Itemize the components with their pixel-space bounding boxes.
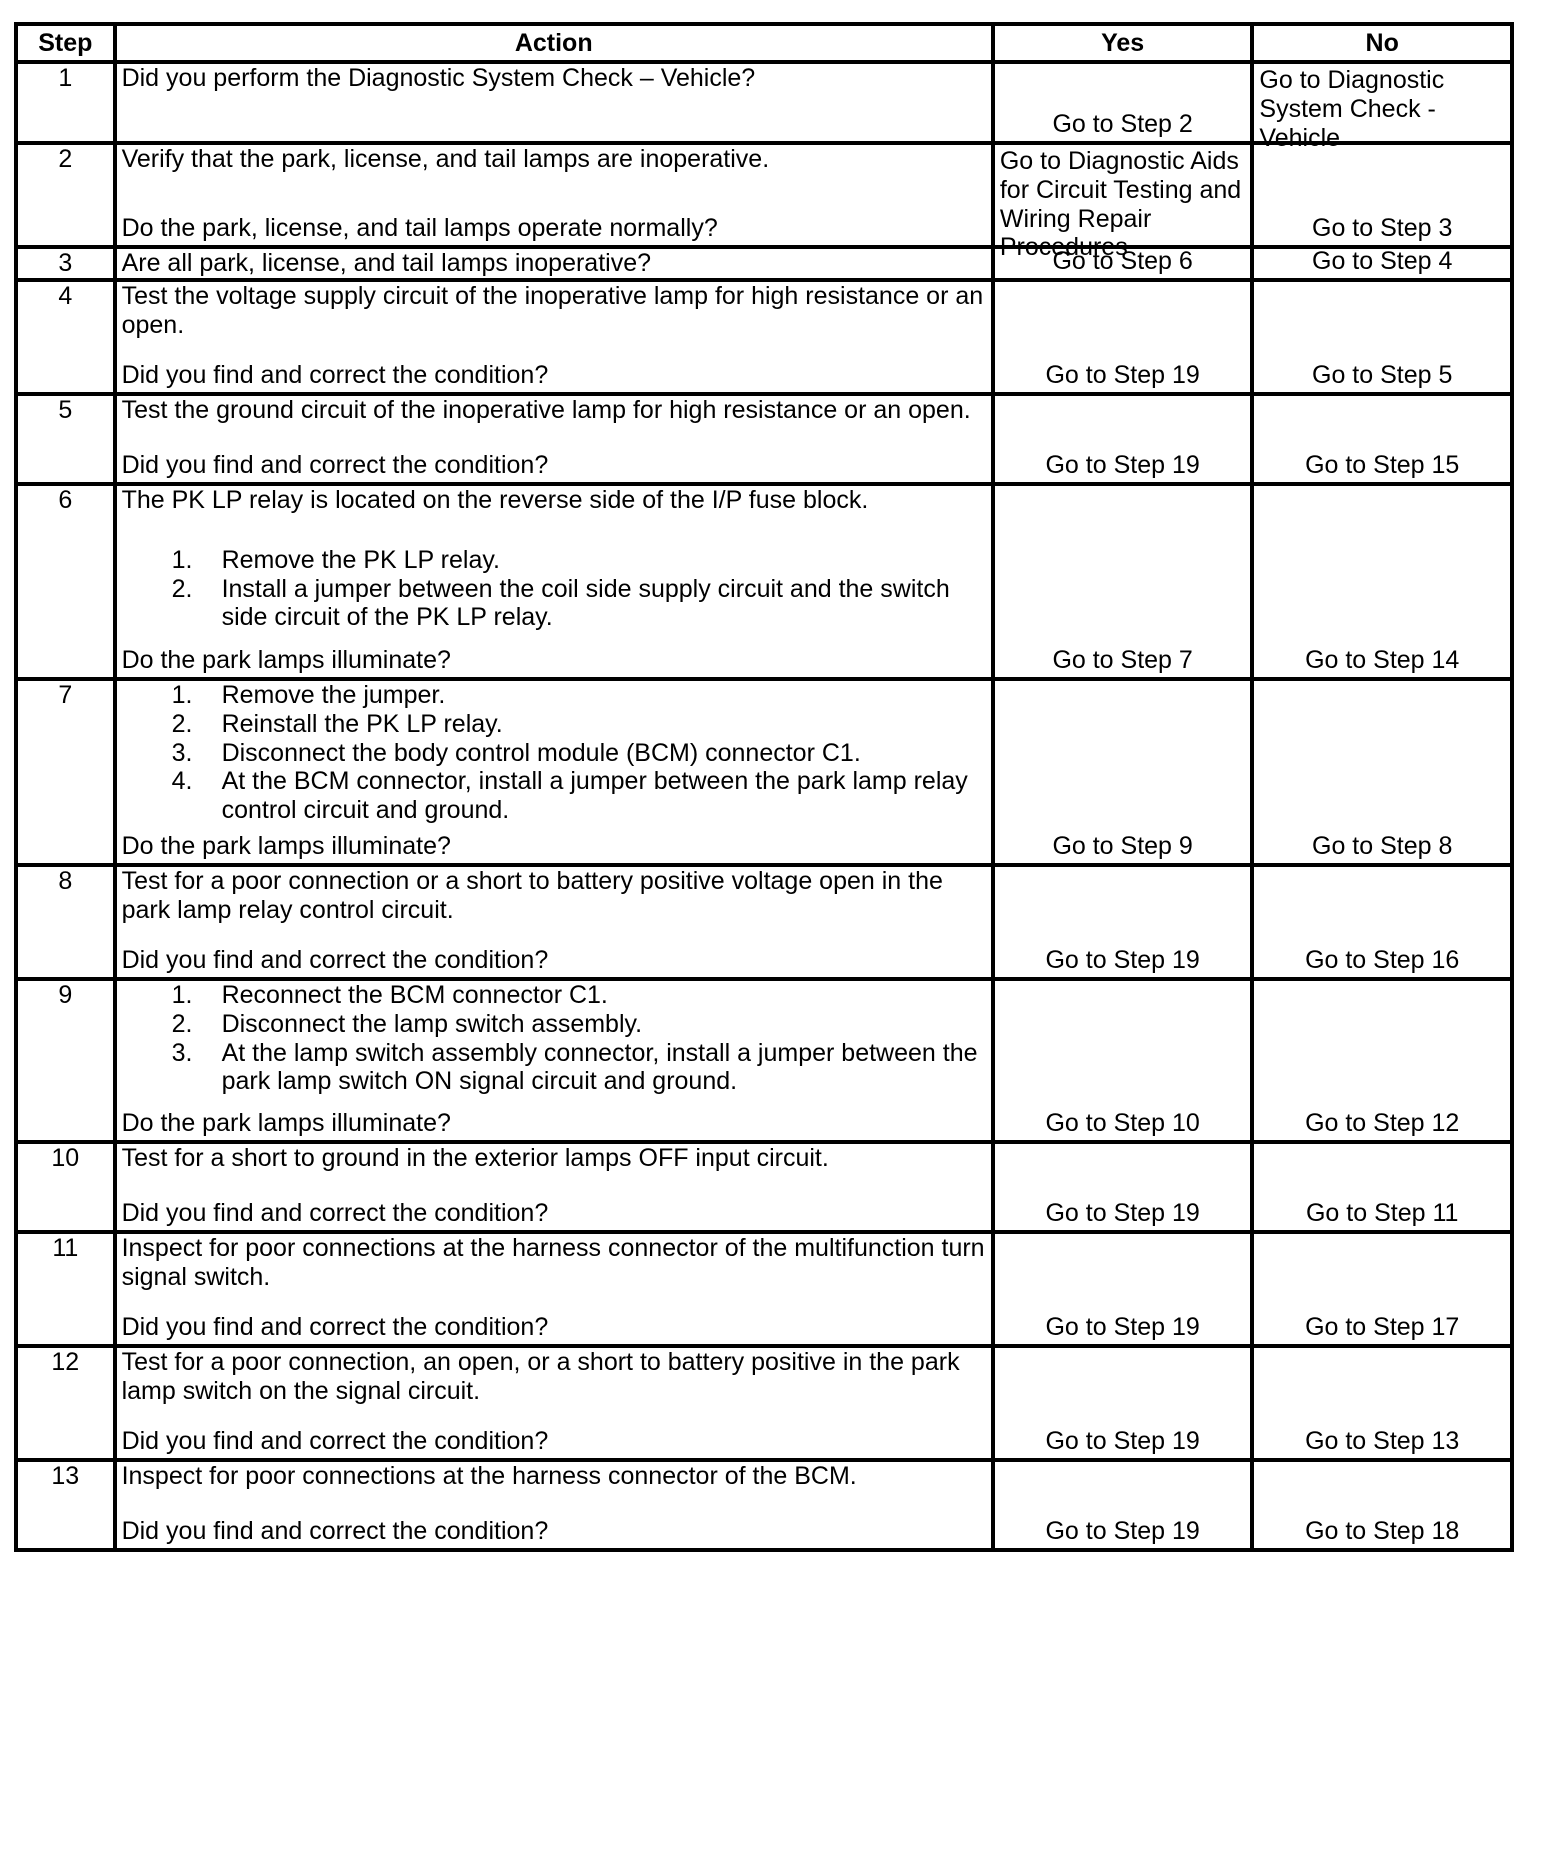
action-text: Inspect for poor connections at the harness connector of the BCM. xyxy=(121,1462,857,1490)
yes-cell xyxy=(993,1232,1253,1346)
no-cell xyxy=(1252,484,1512,679)
table-row xyxy=(16,865,1512,979)
action-question: Do the park lamps illuminate? xyxy=(121,1109,451,1138)
action-question: Did you find and correct the condition? xyxy=(121,361,549,390)
list-item xyxy=(122,981,986,1010)
table-row xyxy=(16,394,1512,484)
list-item-number: 1. xyxy=(171,545,193,574)
list-item-text: At the BCM connector, install a jumper between the park lamp relay control circuit and ground. xyxy=(221,767,968,824)
no-result: Go to Step 15 xyxy=(1305,451,1460,480)
action-text: The PK LP relay is located on the reverse side of the I/P fuse block. xyxy=(121,486,869,514)
action-cell xyxy=(115,484,993,679)
list-item-number: 1. xyxy=(171,681,193,709)
list-item-text: Remove the PK LP relay. xyxy=(221,545,500,574)
action-cell xyxy=(115,1346,993,1460)
yes-cell xyxy=(993,865,1253,979)
yes-result: Go to Step 19 xyxy=(1045,1313,1200,1342)
yes-cell xyxy=(993,484,1253,679)
action-question: Do the park lamps illuminate? xyxy=(121,832,451,861)
step-number: 1 xyxy=(16,62,115,143)
no-cell xyxy=(1252,1142,1512,1232)
action-question: Did you find and correct the condition? xyxy=(121,1427,549,1456)
list-item-text: Reconnect the BCM connector C1. xyxy=(221,981,608,1009)
yes-cell xyxy=(993,1142,1253,1232)
yes-cell xyxy=(993,679,1253,865)
action-question: Did you find and correct the condition? xyxy=(121,1199,549,1228)
table-row xyxy=(16,1142,1512,1232)
table-row xyxy=(16,62,1512,143)
list-item-number: 3. xyxy=(171,738,193,767)
header-yes: Yes xyxy=(993,24,1253,62)
action-text: Are all park, license, and tail lamps inoperative? xyxy=(121,249,652,277)
list-item-number: 1. xyxy=(171,981,193,1009)
list-item-text: Install a jumper between the coil side supply circuit and the switch side circuit of the PK LP relay. xyxy=(221,574,950,632)
list-item-number: 2. xyxy=(171,709,193,738)
no-cell xyxy=(1252,1232,1512,1346)
action-cell xyxy=(115,143,993,247)
step-number: 9 xyxy=(16,979,115,1142)
no-result: Go to Diagnostic System Check - Vehicle xyxy=(1259,66,1445,152)
action-text: Verify that the park, license, and tail lamps are inoperative. xyxy=(121,145,770,173)
step-number: 11 xyxy=(16,1232,115,1346)
step-number: 10 xyxy=(16,1142,115,1232)
list-item-text: At the lamp switch assembly connector, install a jumper between the park lamp switch ON signal circuit and ground. xyxy=(221,1038,978,1096)
yes-result: Go to Step 19 xyxy=(1045,1427,1200,1456)
yes-result: Go to Diagnostic Aids for Circuit Testing and Wiring Repair Procedures xyxy=(999,147,1242,262)
action-question: Did you find and correct the condition? xyxy=(121,1517,549,1546)
action-cell xyxy=(115,1232,993,1346)
action-cell xyxy=(115,280,993,394)
no-cell xyxy=(1252,1346,1512,1460)
table-row xyxy=(16,679,1512,865)
yes-cell xyxy=(993,280,1253,394)
no-cell xyxy=(1252,865,1512,979)
table-row xyxy=(16,1346,1512,1460)
action-cell xyxy=(115,394,993,484)
action-text: Test the voltage supply circuit of the inoperative lamp for high resistance or an open. xyxy=(121,282,984,339)
action-text: Test for a short to ground in the exterior lamps OFF input circuit. xyxy=(121,1144,829,1172)
no-cell xyxy=(1252,280,1512,394)
no-result: Go to Step 13 xyxy=(1305,1427,1460,1456)
step-number: 3 xyxy=(16,247,115,280)
table-row xyxy=(16,1232,1512,1346)
no-cell xyxy=(1252,979,1512,1142)
action-cell xyxy=(115,62,993,143)
yes-cell xyxy=(993,394,1253,484)
action-text: Inspect for poor connections at the harness connector of the multifunction turn signal switch. xyxy=(121,1234,985,1291)
action-cell xyxy=(115,247,993,280)
table-row xyxy=(16,484,1512,679)
list-item xyxy=(122,546,986,575)
action-text: Test for a poor connection, an open, or a short to battery positive in the park lamp switch on the signal circuit. xyxy=(121,1348,960,1405)
list-item-number: 2. xyxy=(171,574,193,603)
action-cell xyxy=(115,979,993,1142)
yes-result: Go to Step 9 xyxy=(1052,832,1193,861)
header-row xyxy=(16,24,1512,62)
list-item-text: Remove the jumper. xyxy=(221,681,446,709)
yes-cell xyxy=(993,1346,1253,1460)
yes-result: Go to Step 2 xyxy=(1052,110,1193,139)
yes-result: Go to Step 10 xyxy=(1045,1109,1200,1138)
list-item xyxy=(122,710,986,739)
list-item xyxy=(122,767,986,825)
step-number: 12 xyxy=(16,1346,115,1460)
step-number: 8 xyxy=(16,865,115,979)
step-number: 6 xyxy=(16,484,115,679)
no-result: Go to Step 18 xyxy=(1305,1517,1460,1546)
list-item-text: Reinstall the PK LP relay. xyxy=(221,709,503,738)
no-result: Go to Step 16 xyxy=(1305,946,1460,975)
action-steps-list xyxy=(122,546,986,632)
no-cell xyxy=(1252,143,1512,247)
action-text: Test the ground circuit of the inoperative lamp for high resistance or an open. xyxy=(121,396,971,424)
no-cell xyxy=(1252,679,1512,865)
no-result: Go to Step 12 xyxy=(1305,1109,1460,1138)
table-row xyxy=(16,247,1512,280)
action-cell xyxy=(115,679,993,865)
action-question: Did you find and correct the condition? xyxy=(121,1313,549,1342)
list-item-text: Disconnect the lamp switch assembly. xyxy=(221,1009,643,1038)
yes-cell xyxy=(993,1460,1253,1550)
step-number: 13 xyxy=(16,1460,115,1550)
list-item-number: 2. xyxy=(171,1009,193,1038)
table-row xyxy=(16,280,1512,394)
no-result: Go to Step 14 xyxy=(1305,646,1460,675)
action-cell xyxy=(115,865,993,979)
no-cell xyxy=(1252,1460,1512,1550)
list-item xyxy=(122,681,986,710)
table-row xyxy=(16,1460,1512,1550)
yes-cell xyxy=(993,62,1253,143)
diagnostic-table xyxy=(14,22,1514,1552)
yes-cell xyxy=(993,247,1253,280)
step-number: 5 xyxy=(16,394,115,484)
step-number: 2 xyxy=(16,143,115,247)
action-cell xyxy=(115,1460,993,1550)
table-row xyxy=(16,143,1512,247)
action-question: Did you find and correct the condition? xyxy=(121,451,549,480)
header-action: Action xyxy=(115,24,993,62)
action-question: Did you find and correct the condition? xyxy=(121,946,549,975)
no-result: Go to Step 8 xyxy=(1312,832,1453,861)
yes-result: Go to Step 7 xyxy=(1052,646,1193,675)
yes-result: Go to Step 19 xyxy=(1045,1517,1200,1546)
list-item xyxy=(122,1039,986,1097)
no-result: Go to Step 11 xyxy=(1305,1199,1459,1228)
no-result: Go to Step 4 xyxy=(1312,247,1453,276)
no-cell xyxy=(1252,62,1512,152)
list-item-number: 4. xyxy=(171,767,193,796)
no-result: Go to Step 3 xyxy=(1312,214,1453,243)
action-question: Do the park, license, and tail lamps operate normally? xyxy=(121,214,718,243)
header-no: No xyxy=(1252,24,1512,62)
list-item-text: Disconnect the body control module (BCM) connector C1. xyxy=(221,738,861,767)
action-steps-list xyxy=(122,681,986,825)
action-text: Did you perform the Diagnostic System Check – Vehicle? xyxy=(121,64,756,92)
list-item-number: 3. xyxy=(171,1038,193,1067)
list-item xyxy=(122,739,986,768)
yes-result: Go to Step 19 xyxy=(1045,946,1200,975)
list-item xyxy=(122,1010,986,1039)
no-cell xyxy=(1252,394,1512,484)
action-text: Test for a poor connection or a short to battery positive voltage open in the park lamp relay control circuit. xyxy=(121,867,943,924)
yes-result: Go to Step 6 xyxy=(1052,247,1193,276)
action-question: Do the park lamps illuminate? xyxy=(121,646,451,675)
no-result: Go to Step 5 xyxy=(1312,361,1453,390)
step-number: 4 xyxy=(16,280,115,394)
no-cell xyxy=(1252,247,1512,280)
header-step: Step xyxy=(16,24,115,62)
step-number: 7 xyxy=(16,679,115,865)
yes-result: Go to Step 19 xyxy=(1045,1199,1200,1228)
table-row xyxy=(16,979,1512,1142)
no-result: Go to Step 17 xyxy=(1305,1313,1460,1342)
list-item xyxy=(122,575,986,633)
action-cell xyxy=(115,1142,993,1232)
yes-cell xyxy=(993,979,1253,1142)
action-steps-list xyxy=(122,981,986,1096)
yes-result: Go to Step 19 xyxy=(1045,361,1200,390)
yes-result: Go to Step 19 xyxy=(1045,451,1200,480)
